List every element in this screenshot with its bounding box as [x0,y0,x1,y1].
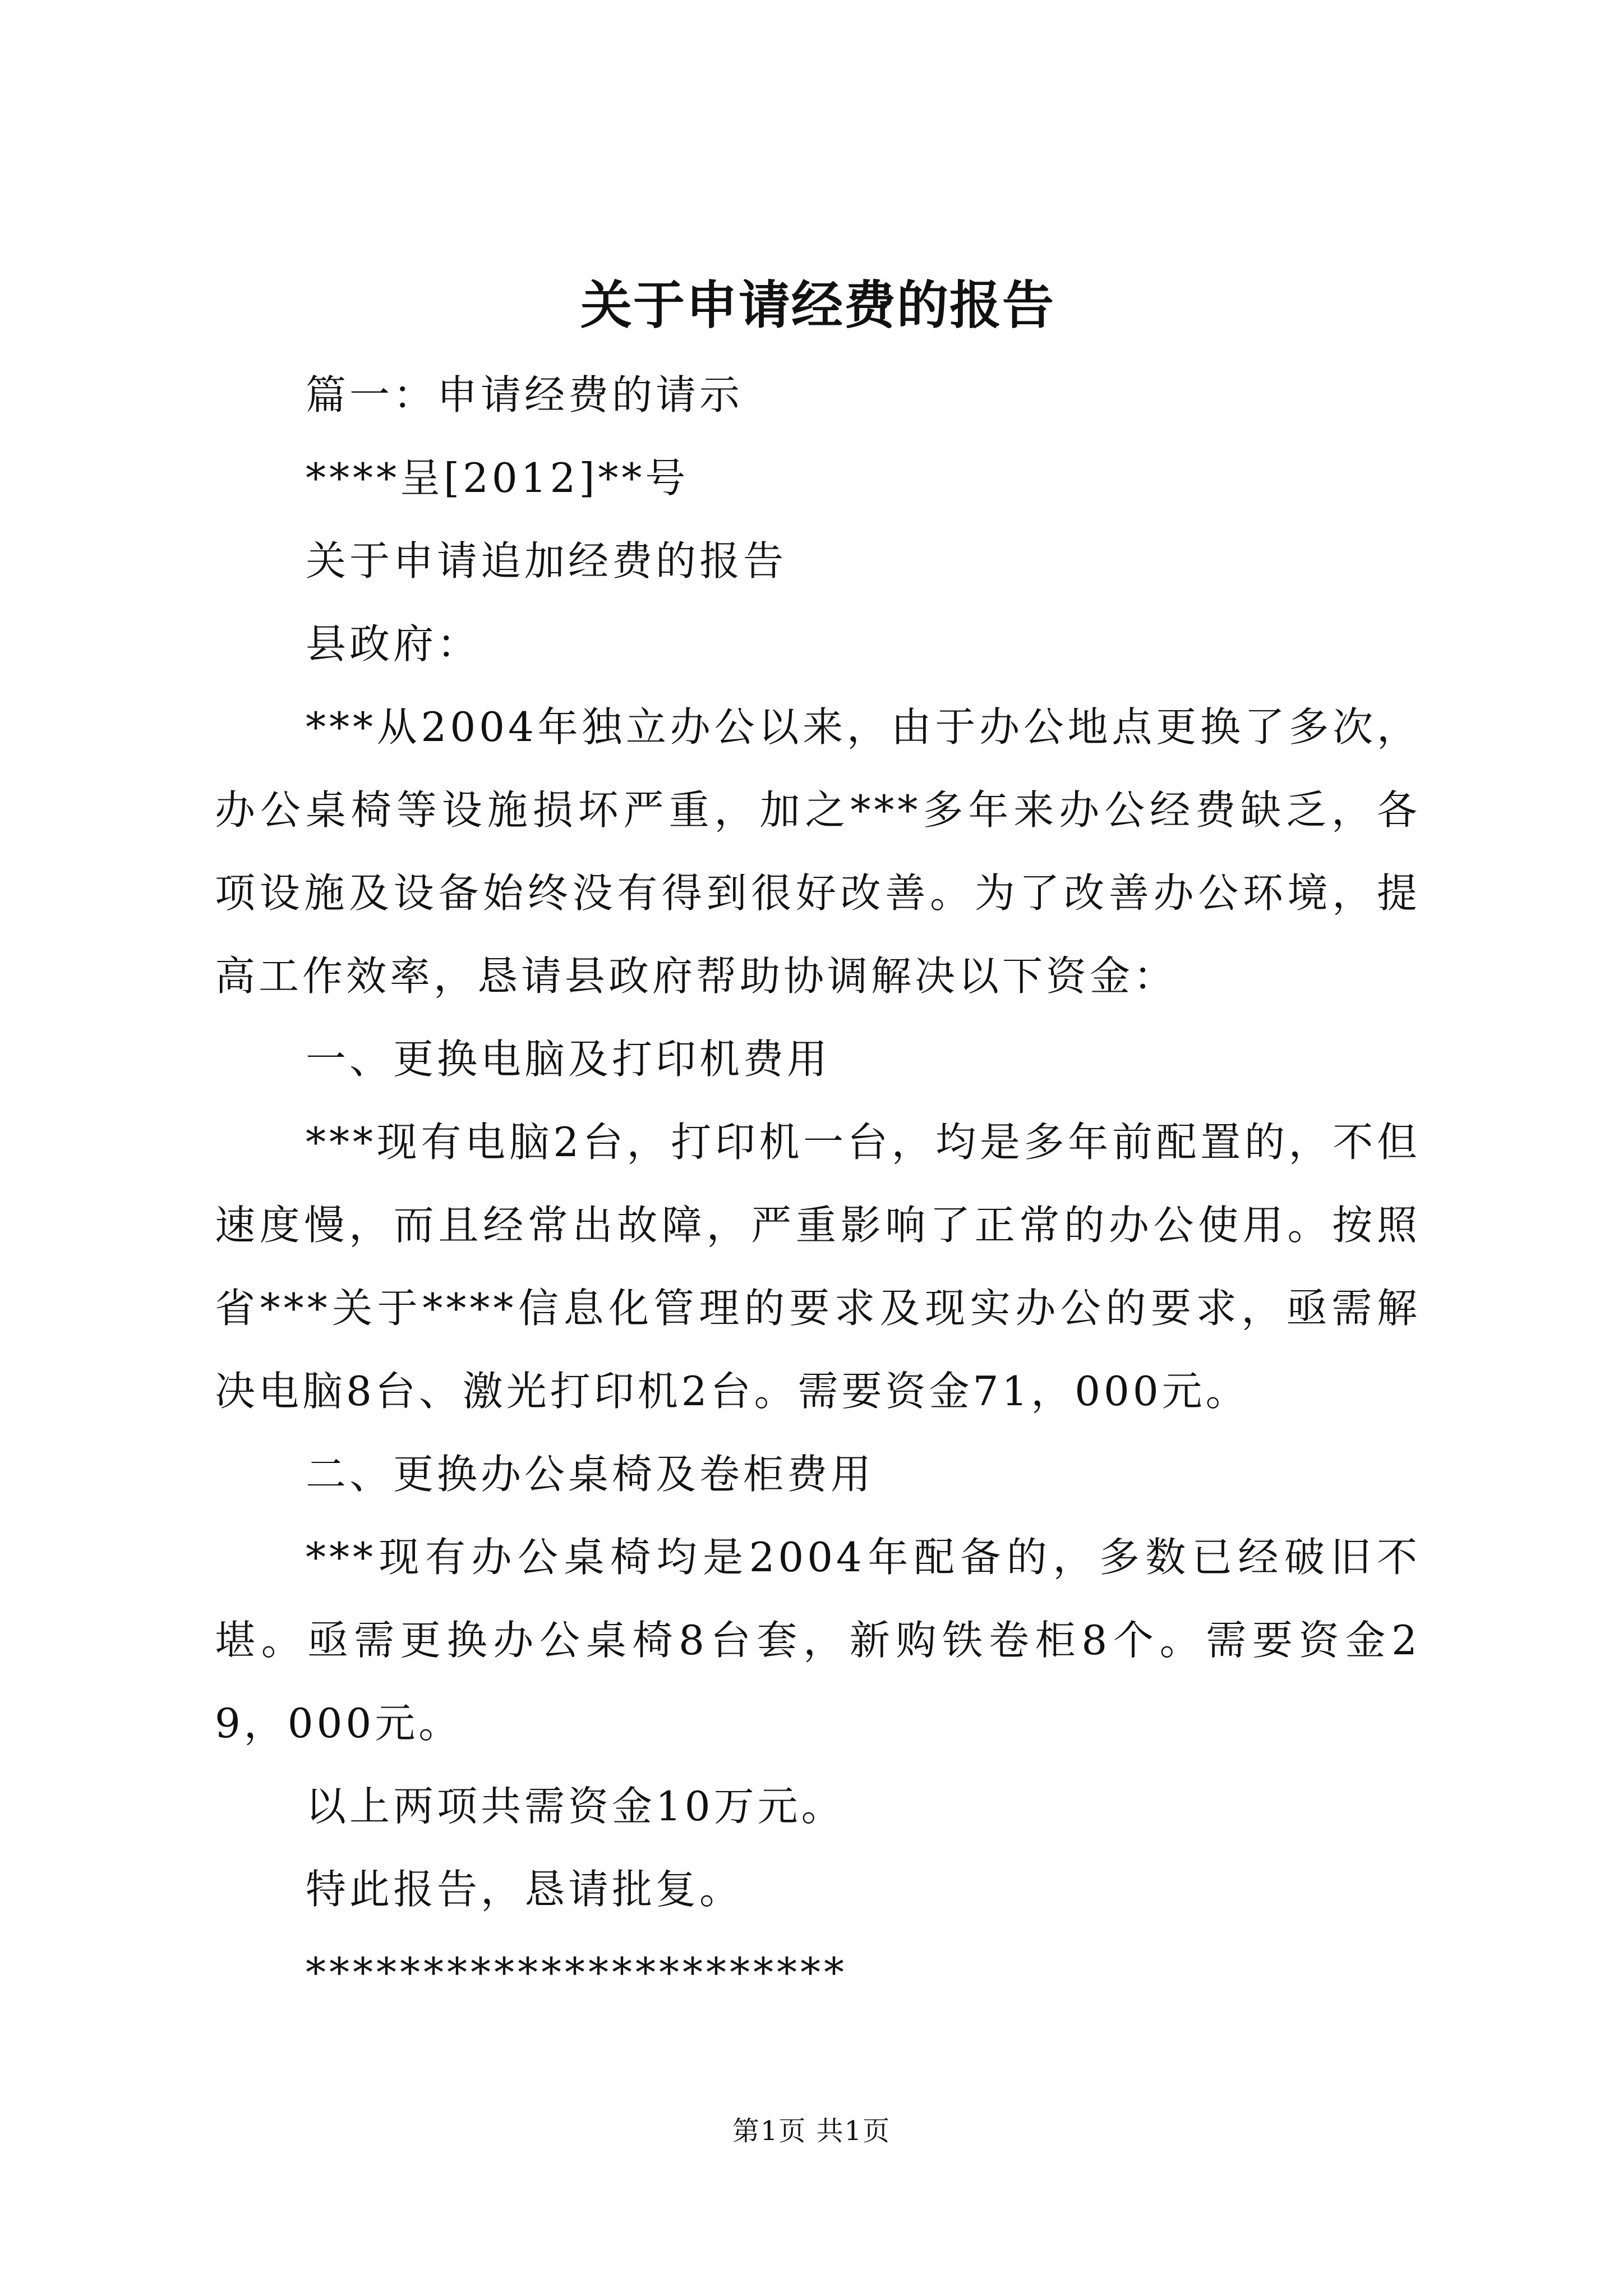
item-one-heading: 一、更换电脑及打印机费用 [306,1036,831,1083]
page-footer: 第1页 共1页 [732,2115,891,2147]
item-two-heading: 二、更换办公桌椅及卷柜费用 [306,1451,875,1498]
closing-paragraph: 特此报告，恳请批复。 [306,1866,744,1913]
intro-paragraph: ***从2004年独立办公以来，由于办公地点更换了多次，办公桌椅等设施损坏严重，加之***多年来办公经费缺乏，各项设施及设备始终没有得到很好改善。为了改善办公环境，提高工作效率，恳请县政府帮助协调解决以下资金： [215,703,1421,1000]
item-one-paragraph: ***现有电脑2台，打印机一台，均是多年前配置的，不但速度慢，而且经常出故障，严重影响了正常的办公使用。按照省***关于****信息化管理的要求及现实办公的要求，亟需解决电脑8台、激光打印机2台。需要资金71，000元。 [215,1119,1421,1415]
report-subtitle: 关于申请追加经费的报告 [306,537,787,585]
total-paragraph: 以上两项共需资金10万元。 [306,1783,845,1830]
document-body [215,264,1421,2014]
item-two-paragraph: ***现有办公桌椅均是2004年配备的，多数已经破旧不堪。亟需更换办公桌椅8台套，新购铁卷柜8个。需要资金29，000元。 [215,1534,1421,1747]
recipient-line: 县政府： [306,620,481,668]
signature-line: *********************** [306,1949,847,1996]
document-number: ****呈[2012]**号 [306,454,689,501]
document-title: 关于申请经费的报告 [580,275,1055,335]
section-heading: 篇一：申请经费的请示 [306,371,744,418]
